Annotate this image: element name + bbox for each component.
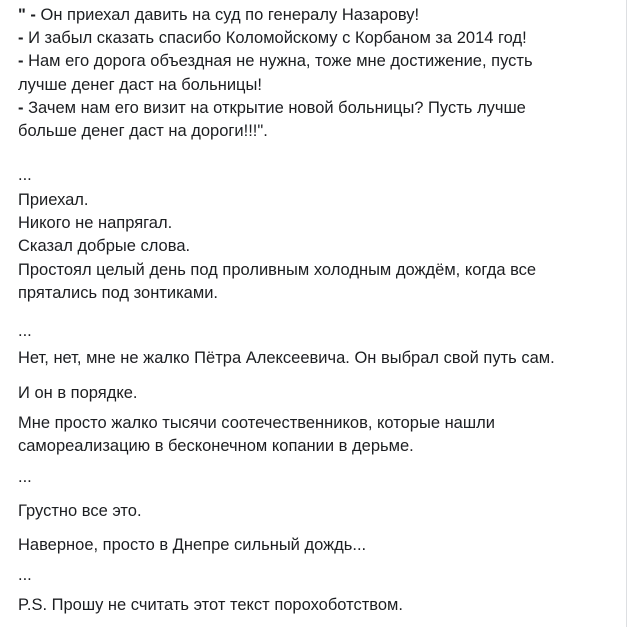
quote-line-4: лучше денег даст на больницы! xyxy=(18,75,262,94)
dash: - xyxy=(18,52,29,71)
sad-line: Грустно все это. xyxy=(18,502,142,520)
ellipsis-4: ... xyxy=(18,566,32,584)
quote-line-5 xyxy=(18,97,533,120)
quote-text: Зачем нам его визит на открытие новой больницы? Пусть лучше xyxy=(28,98,526,117)
quote-text: Он приехал давить на суд по генералу Назарову! xyxy=(40,6,420,24)
quote-line-6: больше денег даст на дороги!!!". xyxy=(18,122,268,141)
arrival-line-1: Приехал. xyxy=(18,191,89,209)
ps-line: P.S. Прошу не считать этот текст порохоботством. xyxy=(18,596,403,614)
quote-line-2 xyxy=(18,27,533,50)
sorry-line: Нет, нет, мне не жалко Пётра Алексеевича. Он выбрал свой путь сам. xyxy=(18,349,555,367)
dash: - xyxy=(18,29,29,48)
quote-line-3 xyxy=(18,50,533,73)
fine-line: И он в порядке. xyxy=(18,384,138,402)
arrival-block xyxy=(18,189,536,305)
quote-text: И забыл сказать спасибо Коломойскому с Корбаном за 2014 год! xyxy=(28,29,527,48)
arrival-line-5: прятались под зонтиками. xyxy=(18,283,218,302)
ellipsis-3: ... xyxy=(18,468,32,486)
ellipsis-1: ... xyxy=(18,166,32,184)
arrival-line-4: Простоял целый день под проливным холодным дождём, когда все xyxy=(18,260,537,279)
pity-block xyxy=(18,412,495,458)
dash: - xyxy=(18,98,29,117)
rain-line: Наверное, просто в Днепре сильный дождь... xyxy=(18,536,367,554)
pity-line-2: самореализацию в бесконечном копании в дерьме. xyxy=(18,437,414,456)
quote-block xyxy=(18,4,533,143)
quote-mark: " - xyxy=(18,6,41,24)
quote-line-1 xyxy=(18,4,533,27)
arrival-line-3: Сказал добрые слова. xyxy=(18,237,191,256)
pity-line-1: Мне просто жалко тысячи соотечественников, которые нашли xyxy=(18,414,495,432)
ellipsis-2: ... xyxy=(18,322,32,340)
arrival-line-2: Никого не напрягал. xyxy=(18,214,173,233)
quote-text: Нам его дорога объездная не нужна, тоже мне достижение, пусть xyxy=(28,52,533,71)
